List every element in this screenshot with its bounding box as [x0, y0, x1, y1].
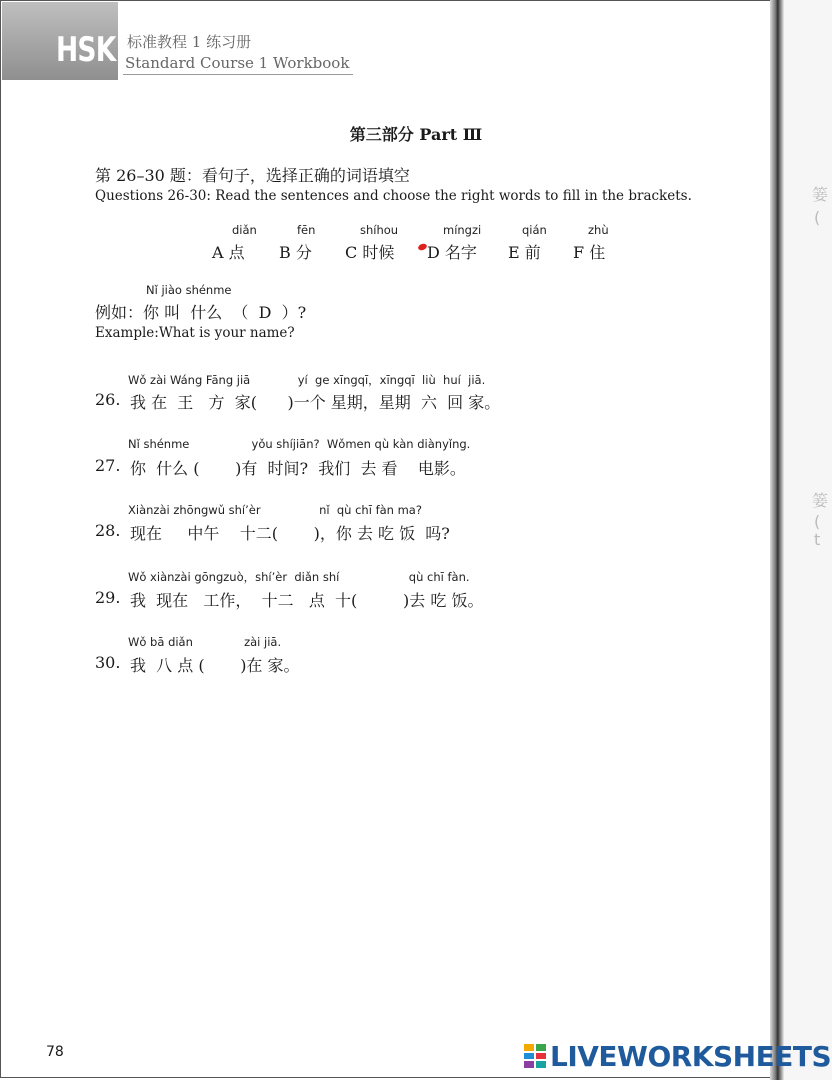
option-pinyin: míngzi — [443, 223, 482, 237]
option-a[interactable]: A 点 — [212, 243, 245, 262]
section-title: 第三部分 Part Ⅲ — [349, 125, 483, 144]
option-b[interactable]: B 分 — [279, 243, 312, 262]
question-number: 26. — [95, 390, 121, 409]
question-sentence[interactable]: 我 在 王 方 家( )一个 星期，星期 六 回 家。 — [130, 393, 501, 412]
question-sentence[interactable]: 我 现在 工作， 十二 点 十( )去 吃 饭。 — [130, 591, 484, 610]
question-pinyin: Wǒ bā diǎn zài jiā. — [128, 635, 282, 649]
question-sentence[interactable]: 你 什么 ( )有 时间? 我们 去 看 电影。 — [130, 459, 466, 478]
question-number: 30. — [95, 653, 121, 672]
option-e[interactable]: E 前 — [508, 243, 541, 262]
hsk-logo: HSK — [56, 30, 116, 70]
option-pinyin: fēn — [297, 223, 316, 237]
example-translation: Example:What is your name? — [95, 325, 295, 341]
question-number: 29. — [95, 588, 121, 607]
liveworksheets-logo[interactable] — [524, 1040, 832, 1074]
example-pinyin: Nǐ jiào shénme — [146, 283, 232, 297]
option-pinyin: diǎn — [232, 223, 257, 237]
instruction-cn: 第 26–30 题：看句子，选择正确的词语填空 — [95, 166, 410, 185]
example-sentence: 例如：你 叫 什么 （ D ）? — [95, 303, 307, 322]
liveworksheets-brand: LIVEWORKSHEETS — [550, 1040, 832, 1073]
option-c[interactable]: C 时候 — [345, 243, 395, 262]
liveworksheets-grid-icon — [524, 1044, 546, 1068]
question-sentence[interactable]: 现在 中午 十二( )，你 去 吃 饭 吗? — [130, 524, 450, 543]
question-pinyin: Wǒ zài Wáng Fāng jiā yí ge xīngqī，xīngqī liù huí jiā. — [128, 373, 486, 387]
question-sentence[interactable]: 我 八 点 ( )在 家。 — [130, 656, 300, 675]
question-pinyin: Xiànzài zhōngwǔ shí’èr nǐ qù chī fàn ma? — [128, 503, 422, 517]
option-d[interactable]: D 名字 — [427, 243, 477, 262]
question-pinyin: Nǐ shénme yǒu shíjiān? Wǒmen qù kàn diànyǐng. — [128, 437, 471, 451]
facing-page-edge: 䈉 ( 䈉 ( t — [784, 0, 832, 1080]
question-pinyin: Wǒ xiànzài gōngzuò，shí’èr diǎn shí qù chī fàn. — [128, 570, 470, 584]
option-pinyin: shíhou — [360, 223, 399, 237]
question-number: 28. — [95, 521, 121, 540]
page-number: 78 — [46, 1044, 64, 1060]
option-pinyin: zhù — [588, 223, 609, 237]
book-title-en: Standard Course 1 Workbook — [123, 54, 353, 75]
option-pinyin: qián — [522, 223, 547, 237]
question-number: 27. — [95, 456, 121, 475]
book-title-cn: 标准教程 1 练习册 — [127, 33, 252, 51]
option-f[interactable]: F 住 — [573, 243, 606, 262]
book-spine — [770, 0, 784, 1080]
instruction-en: Questions 26-30: Read the sentences and choose the right words to fill in the brackets. — [95, 188, 692, 204]
